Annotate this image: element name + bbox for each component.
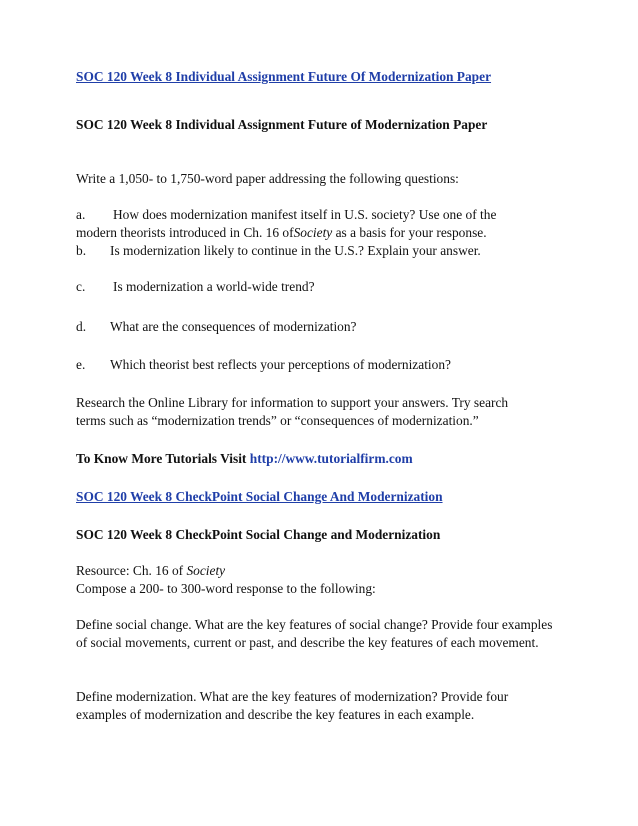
question-c-label: c. (76, 279, 86, 294)
question-d (76, 318, 357, 336)
question-e (76, 356, 451, 374)
society-title: Society (293, 225, 333, 240)
question-c-text: Is modernization a world-wide trend? (113, 279, 315, 294)
checkpoint-link[interactable]: SOC 120 Week 8 CheckPoint Social Change And Modernization (76, 489, 443, 504)
question-e-label: e. (76, 357, 86, 372)
define-social-change: Define social change. What are the key features of social change? Provide four examples of social movements, current or past, and describe the key features of each movement. (76, 617, 553, 650)
checkpoint-heading: SOC 120 Week 8 CheckPoint Social Change and Modernization (76, 527, 441, 542)
question-a-line1: How does modernization manifest itself in U.S. society? Use one of the (113, 207, 497, 222)
define-modernization: Define modernization. What are the key features of modernization? Provide four examples of modernization and describe the key features in each example. (76, 689, 509, 722)
question-e-text: Which theorist best reflects your perceptions of modernization? (110, 357, 451, 372)
research-line-1: Research the Online Library for information to support your answers. Try search (76, 395, 509, 410)
question-a-label: a. (76, 207, 86, 222)
question-d-text: What are the consequences of modernization? (110, 319, 357, 334)
research-paragraph (76, 394, 576, 430)
more-tutorials (76, 450, 413, 468)
more-tutorials-label: To Know More Tutorials Visit (76, 451, 250, 466)
question-c (76, 278, 315, 296)
resource-block (76, 562, 576, 598)
checkpoint-link-para (76, 488, 443, 506)
intro-text: Write a 1,050- to 1,750-word paper addressing the following questions: (76, 171, 459, 186)
compose-text: Compose a 200- to 300-word response to the following: (76, 581, 376, 596)
tutorial-url-link[interactable]: http://www.tutorialfirm.com (249, 451, 413, 466)
question-b-text: Is modernization likely to continue in the U.S.? Explain your answer. (110, 243, 481, 258)
question-b-label: b. (76, 243, 87, 258)
assignment-heading: SOC 120 Week 8 Individual Assignment Future of Modernization Paper (76, 117, 488, 132)
research-line-2: terms such as “modernization trends” or “consequences of modernization.” (76, 413, 479, 428)
title-link-para (76, 68, 491, 86)
assignment-link[interactable]: SOC 120 Week 8 Individual Assignment Future Of Modernization Paper (76, 69, 492, 84)
question-d-label: d. (76, 319, 87, 334)
resource-society-title: Society (186, 563, 226, 578)
question-a-line2-end: as a basis for your response. (332, 225, 487, 240)
resource-text: Resource: Ch. 16 of (76, 563, 187, 578)
question-a-line2: modern theorists introduced in Ch. 16 of (76, 225, 294, 240)
question-b (76, 242, 481, 260)
question-a (76, 206, 576, 242)
